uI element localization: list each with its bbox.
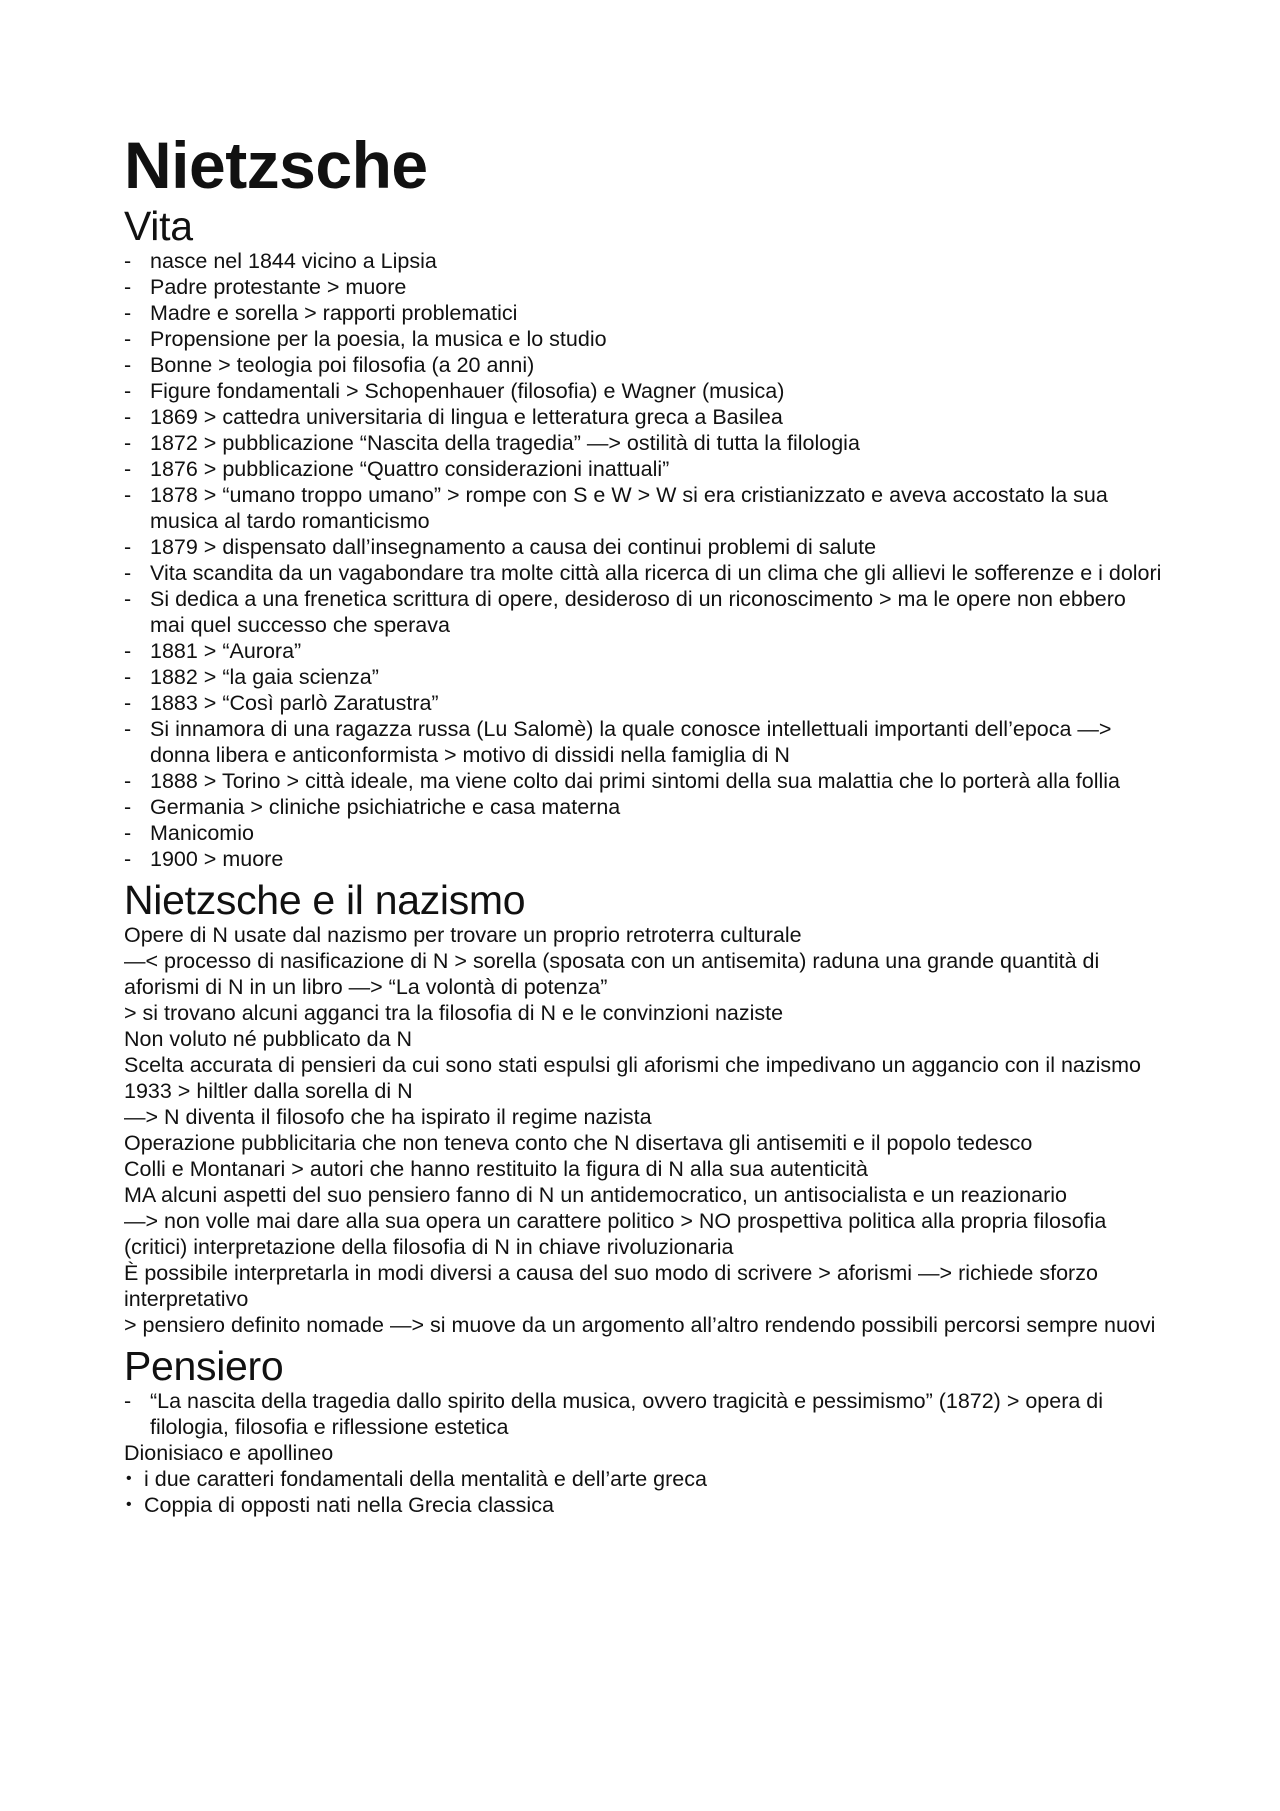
section-heading-nazismo: Nietzsche e il nazismo <box>124 877 526 923</box>
list-item: - Figure fondamentali > Schopenhauer (filosofia) e Wagner (musica) <box>124 378 1164 404</box>
list-item: - Madre e sorella > rapporti problematici <box>124 300 1164 326</box>
subheading-dionisiaco-apollineo: Dionisiaco e apollineo <box>124 1441 334 1465</box>
pensiero-bullets <box>124 1466 1164 1518</box>
list-item: - Padre protestante > muore <box>124 274 1164 300</box>
paragraph-line: —> non volle mai dare alla sua opera un carattere politico > NO prospettiva politica alla propria filosofia <box>124 1209 1107 1233</box>
paragraph-line: > si trovano alcuni agganci tra la filosofia di N e le convinzioni naziste <box>124 1001 784 1025</box>
paragraph-line: Operazione pubblicitaria che non teneva conto che N disertava gli antisemiti e il popolo tedesco <box>124 1131 1033 1155</box>
list-item: - Si innamora di una ragazza russa (Lu Salomè) la quale conosce intellettuali importanti dell’epoca —> donna libera e anticonformista > motivo di dissidi nella famiglia di N <box>124 716 1164 768</box>
section-vita <box>124 204 1164 872</box>
section-pensiero <box>124 1344 1164 1518</box>
list-item: - 1872 > pubblicazione “Nascita della tragedia” —> ostilità di tutta la filologia <box>124 430 1164 456</box>
list-item: - 1879 > dispensato dall’insegnamento a causa dei continui problemi di salute <box>124 534 1164 560</box>
bullet-item: • i due caratteri fondamentali della mentalità e dell’arte greca <box>124 1466 1164 1492</box>
paragraph-line: > pensiero definito nomade —> si muove da un argomento all’altro rendendo possibili percorsi sempre nuovi <box>124 1313 1156 1337</box>
vita-list <box>124 248 1164 872</box>
paragraph-line: È possibile interpretarla in modi diversi a causa del suo modo di scrivere > aforismi —> richiede sforzo interpretativo <box>124 1261 1098 1311</box>
list-item: - nasce nel 1844 vicino a Lipsia <box>124 248 1164 274</box>
document-title: Nietzsche <box>124 128 428 202</box>
list-item: - Bonne > teologia poi filosofia (a 20 anni) <box>124 352 1164 378</box>
paragraph-line: (critici) interpretazione della filosofia di N in chiave rivoluzionaria <box>124 1235 734 1259</box>
section-nazismo <box>124 878 1164 1338</box>
list-item: - 1881 > “Aurora” <box>124 638 1164 664</box>
list-item: - 1869 > cattedra universitaria di lingua e letteratura greca a Basilea <box>124 404 1164 430</box>
paragraph-line: Non voluto né pubblicato da N <box>124 1027 413 1051</box>
paragraph-line: —> N diventa il filosofo che ha ispirato il regime nazista <box>124 1105 652 1129</box>
list-item: - Si dedica a una frenetica scrittura di opere, desideroso di un riconoscimento > ma le opere non ebbero mai quel successo che sperava <box>124 586 1164 638</box>
paragraph-line: Scelta accurata di pensieri da cui sono stati espulsi gli aforismi che impedivano un aggancio con il nazismo <box>124 1053 1142 1077</box>
list-item: - 1888 > Torino > città ideale, ma viene colto dai primi sintomi della sua malattia che lo porterà alla follia <box>124 768 1164 794</box>
list-item: - Manicomio <box>124 820 1164 846</box>
list-item: - 1900 > muore <box>124 846 1164 872</box>
paragraph-line: Colli e Montanari > autori che hanno restituito la figura di N alla sua autenticità <box>124 1157 868 1181</box>
paragraph-line: Opere di N usate dal nazismo per trovare un proprio retroterra culturale <box>124 923 802 947</box>
list-item: - Propensione per la poesia, la musica e lo studio <box>124 326 1164 352</box>
bullet-item: • Coppia di opposti nati nella Grecia classica <box>124 1492 1164 1518</box>
list-item: - 1876 > pubblicazione “Quattro considerazioni inattuali” <box>124 456 1164 482</box>
section-heading-vita: Vita <box>124 203 193 249</box>
list-item: - 1878 > “umano troppo umano” > rompe con S e W > W si era cristianizzato e aveva accostato la sua musica al tardo romanticismo <box>124 482 1164 534</box>
list-item: - 1882 > “la gaia scienza” <box>124 664 1164 690</box>
section-heading-pensiero: Pensiero <box>124 1343 284 1389</box>
list-item: - 1883 > “Così parlò Zaratustra” <box>124 690 1164 716</box>
list-item: - Vita scandita da un vagabondare tra molte città alla ricerca di un clima che gli allievi le sofferenze e i dolori <box>124 560 1164 586</box>
pensiero-list <box>124 1388 1164 1440</box>
list-item: - “La nascita della tragedia dallo spirito della musica, ovvero tragicità e pessimismo” (1872) > opera di filologia, filosofia e riflessione estetica <box>124 1388 1164 1440</box>
paragraph-line: 1933 > hiltler dalla sorella di N <box>124 1079 413 1103</box>
document-page <box>124 126 1164 1518</box>
list-item: - Germania > cliniche psichiatriche e casa materna <box>124 794 1164 820</box>
paragraph-line: —< processo di nasificazione di N > sorella (sposata con un antisemita) raduna una grande quantità di aforismi di N in un libro —> “La volontà di potenza” <box>124 949 1100 999</box>
paragraph-line: MA alcuni aspetti del suo pensiero fanno di N un antidemocratico, un antisocialista e un reazionario <box>124 1183 1067 1207</box>
